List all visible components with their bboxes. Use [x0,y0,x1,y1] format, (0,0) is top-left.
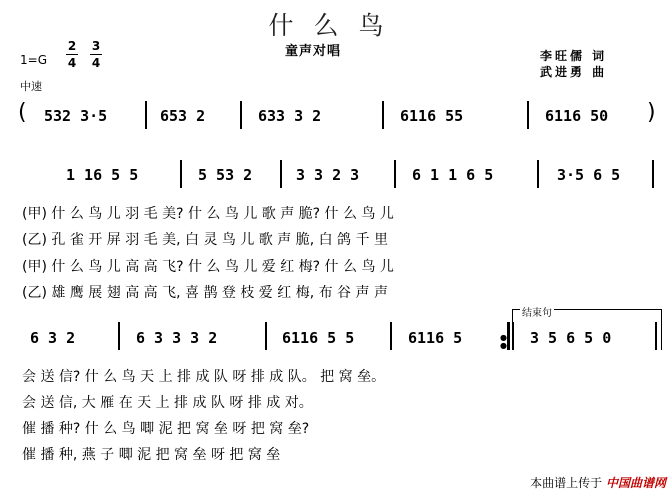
time-signature-2 [90,40,102,69]
lyric-text: 什 么 鸟 儿 羽 毛 美? 什 么 鸟 儿 歌 声 脆? 什 么 鸟 儿 [51,206,394,222]
repeat-dots: ● ● [500,333,507,350]
lyric-row: 会 送 信? 什 么 鸟 天 上 排 成 队 呀 排 成 队。 把 窝 垒。 [22,369,386,385]
footer-prefix: 本曲谱上传于 [530,476,603,490]
lyric-text: 孔 雀 开 屏 羽 毛 美, 白 灵 鸟 儿 歌 声 脆, 白 鸽 千 里 [51,232,388,248]
time-signature-1 [66,40,78,69]
barline [527,101,529,129]
intro-measure-5: 6116 50 [545,107,609,125]
barline [390,322,392,350]
footer-brand[interactable]: 中国曲谱网 [605,476,666,490]
line3-measure-4: 6116 5 [408,329,463,347]
time-sig-2-bar [90,54,102,55]
time-sig-1-top: 2 [67,39,77,53]
barline [280,160,282,188]
composer-credit: 武进勇 曲 [540,65,608,79]
barline [145,101,147,129]
time-sig-1-bar [66,54,78,55]
time-sig-2-bottom: 4 [91,56,101,70]
barline [118,322,120,350]
barline [655,322,657,350]
lyric-role: (甲) [22,206,47,222]
lyricist-credit: 李旺儒 词 [540,49,608,63]
footer-watermark [530,474,666,491]
line2-measure-5: 3·5 6 5 [557,166,621,184]
lyric-row [22,203,394,223]
intro-open-paren: ( [18,100,27,125]
time-sig-1-bottom: 4 [67,56,77,70]
key-signature: 1=G [20,53,47,67]
barline [240,101,242,129]
tempo-marking: 中速 [20,80,42,93]
intro-measure-4: 6116 55 [400,107,464,125]
lyric-row [22,282,388,302]
repeat-barline [507,322,510,350]
barline [652,160,654,188]
barline [537,160,539,188]
lyric-text: 什 么 鸟 儿 高 高 飞? 什 么 鸟 儿 爱 红 梅? 什 么 鸟 儿 [51,259,394,275]
line2-measure-1: 1 16 5 5 [66,166,139,184]
lyric-row: 催 播 种, 燕 子 唧 泥 把 窝 垒 呀 把 窝 垒 [22,447,281,463]
intro-measure-1: 532 3·5 [44,107,108,125]
line3-measure-1: 6 3 2 [30,329,76,347]
barline [382,101,384,129]
intro-measure-2: 653 2 [160,107,206,125]
subtitle: 童声对唱 [285,44,342,59]
barline [180,160,182,188]
line3-measure-3: 6116 5 5 [282,329,355,347]
lyric-row: 会 送 信, 大 雁 在 天 上 排 成 队 呀 排 成 对。 [22,395,313,411]
time-sig-2-top: 3 [91,39,101,53]
lyric-row [22,229,388,249]
lyric-role: (乙) [22,285,47,301]
lyric-role: (甲) [22,259,47,275]
barline [394,160,396,188]
line3-measure-5: 3 5 6 5 0 [530,329,612,347]
line2-measure-2: 5 53 2 [198,166,253,184]
intro-close-paren: ) [647,100,656,125]
line3-measure-2: 6 3 3 3 2 [136,329,218,347]
line2-measure-3: 3 3 2 3 [296,166,360,184]
page-title: 什么鸟 [268,11,404,40]
barline [265,322,267,350]
line2-measure-4: 6 1 1 6 5 [412,166,494,184]
intro-measure-3: 633 3 2 [258,107,322,125]
lyric-role: (乙) [22,232,47,248]
lyric-row: 催 播 种? 什 么 鸟 唧 泥 把 窝 垒 呀 把 窝 垒? [22,421,310,437]
lyric-text: 雄 鹰 展 翅 高 高 飞, 喜 鹊 登 枝 爱 红 梅, 布 谷 声 声 [51,285,388,301]
lyric-row [22,256,394,276]
ending-label: 结束句 [520,304,554,319]
